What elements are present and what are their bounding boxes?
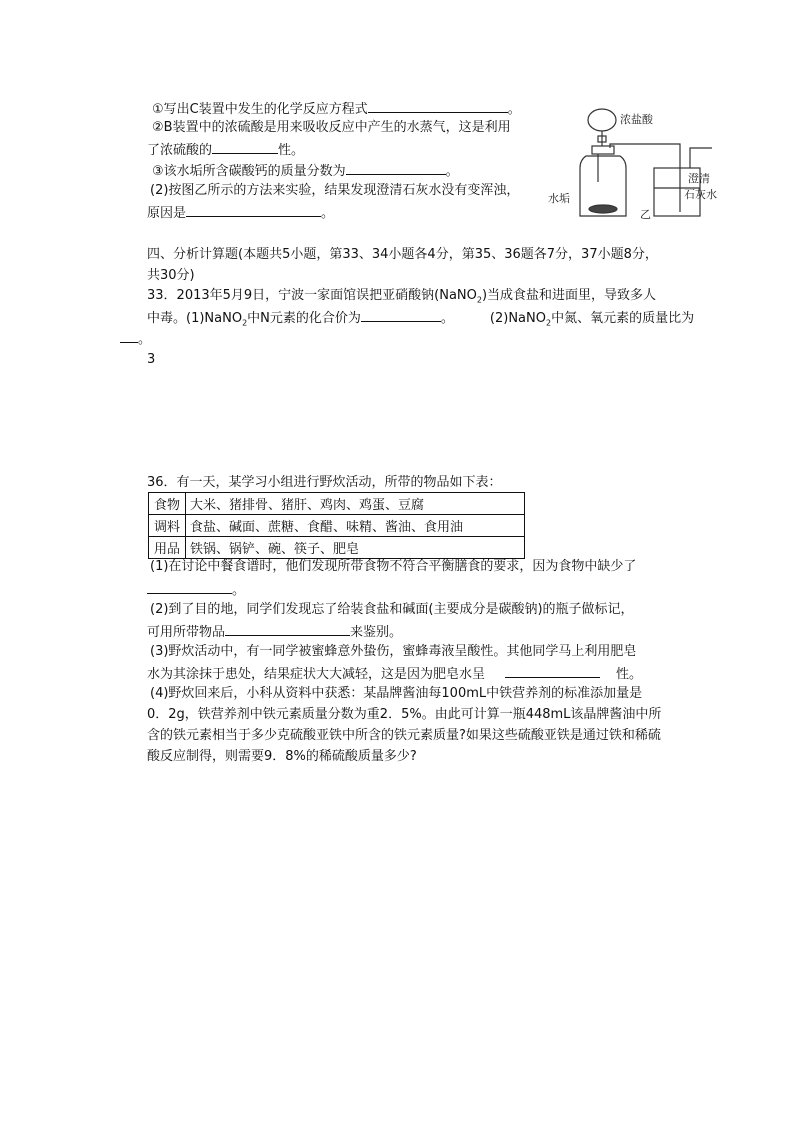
- text: 。: [232, 583, 246, 598]
- text: )当成食盐和进面里，导致多人: [481, 288, 657, 303]
- table-cell-items: 大米、猪排骨、猪肝、鸡肉、鸡蛋、豆腐: [186, 493, 525, 515]
- table-row: [149, 537, 525, 559]
- table-cell-category: 调料: [149, 515, 186, 537]
- items-table: [148, 492, 525, 559]
- subscript: 2: [545, 318, 552, 328]
- subscript: 2: [242, 318, 248, 328]
- q36-part-2-cont: [147, 623, 402, 641]
- section-heading-cont: 共30分): [147, 268, 195, 283]
- text: ③该水垢所含碳酸钙的质量分数为: [152, 164, 346, 179]
- answer-blank[interactable]: [346, 162, 446, 175]
- label-acid: 浓盐酸: [620, 113, 653, 126]
- answer-blank[interactable]: [368, 100, 508, 113]
- table-cell-category: 用品: [149, 537, 186, 559]
- text: 原因是: [147, 206, 187, 221]
- sub-question-1: [152, 100, 521, 118]
- answer-blank[interactable]: [186, 204, 321, 217]
- answer-blank[interactable]: [361, 309, 441, 322]
- q36-part-1: (1)在讨论中餐食谱时，他们发现所带食物不符合平衡膳食的要求，因为食物中缺少了: [150, 559, 637, 574]
- figure-caption: 乙: [640, 208, 651, 220]
- stopper: [592, 146, 614, 154]
- q36-part-4-line-4: 酸反应制得，则需要9．8%的稀硫酸质量多少?: [147, 749, 417, 764]
- sub-question-3: [152, 162, 459, 180]
- q36-part-4-line-3: 含的铁元素相当于多少克硫酸亚铁中所含的铁元素质量?如果这些硫酸亚铁是通过铁和稀硫: [147, 728, 661, 743]
- stray-number: 3: [147, 352, 156, 367]
- table-row: [149, 493, 525, 515]
- text: 。: [321, 206, 335, 221]
- funnel-bulb: [588, 109, 616, 131]
- outlet-tube: [690, 148, 712, 168]
- text: 中N元素的化合价为: [247, 311, 361, 326]
- table-cell-items: 食盐、碱面、蔗糖、食醋、味精、酱油、食用油: [186, 515, 525, 537]
- text: ①写出C装置中发生的化学反应方程式: [152, 102, 368, 117]
- q36-part-4: (4)野炊回来后，小科从资料中获悉：某晶牌酱油每100mL中铁营养剂的标准添加量是: [150, 686, 643, 701]
- section-heading: 四、分析计算题(本题共5小题，第33、34小题各4分，第35、36题各7分，37小题8分，: [147, 247, 658, 262]
- text: 来鉴别。: [350, 625, 403, 640]
- label-limewater-1: 澄清: [688, 172, 710, 185]
- text: 33．2013年5月9日，宁波一家面馆误把亚硝酸钠(NaNO: [147, 288, 477, 303]
- q33-line-1: [147, 288, 656, 309]
- q36-part-2: (2)到了目的地，同学们发现忘了给装食盐和碱面(主要成分是碳酸钠)的瓶子做标记，: [150, 602, 634, 617]
- label-scale: 水垢: [548, 192, 570, 205]
- subscript: 2: [476, 295, 482, 305]
- text: 性。: [616, 667, 643, 682]
- table-cell-category: 食物: [149, 493, 186, 515]
- q36-part-3-cont: [147, 665, 642, 683]
- text: 中氮、氧元素的质量比为: [551, 311, 695, 326]
- answer-blank[interactable]: [225, 623, 350, 636]
- text: 。: [507, 102, 521, 117]
- question-2: (2)按图乙所示的方法来实验，结果发现澄清石灰水没有变浑浊，: [150, 183, 520, 198]
- answer-blank[interactable]: [120, 330, 138, 343]
- question-2-cont: [147, 204, 334, 222]
- q36-part-1-cont: [147, 581, 245, 599]
- text: 。: [445, 164, 459, 179]
- q33-line-3: [120, 330, 151, 348]
- label-limewater-2: 石灰水: [684, 188, 717, 201]
- table-cell-items: 铁锅、锅铲、碗、筷子、肥皂: [186, 537, 525, 559]
- text: 。: [138, 332, 152, 347]
- text: (2)NaNO: [489, 311, 546, 326]
- answer-blank[interactable]: [212, 141, 278, 154]
- apparatus-diagram: [540, 98, 725, 220]
- table-row: [149, 515, 525, 537]
- sub-question-2-cont: [147, 141, 304, 159]
- scale-deposit: [589, 205, 617, 213]
- q33-line-2: [147, 309, 694, 332]
- text: 水为其涂抹于患处，结果症状大大减轻，这是因为肥皂水呈: [147, 667, 486, 682]
- text: 可用所带物品: [147, 625, 226, 640]
- text: 了浓硫酸的: [147, 143, 213, 158]
- text: 。: [440, 311, 454, 326]
- text: 性。: [278, 143, 305, 158]
- text: 中毒。(1)NaNO: [147, 311, 243, 326]
- answer-blank[interactable]: [147, 581, 232, 594]
- q36-part-4-line-2: 0．2g，铁营养剂中铁元素质量分数为重2．5%。由此可计算一瓶448mL该晶牌酱油中所: [147, 707, 662, 722]
- sub-question-2: ②B装置中的浓硫酸是用来吸收反应中产生的水蒸气，这是利用: [152, 120, 511, 135]
- q36-intro: 36．有一天，某学习小组进行野炊活动，所带的物品如下表：: [147, 475, 502, 490]
- q36-part-3: (3)野炊活动中，有一同学被蜜蜂意外蛰伤，蜜蜂毒液呈酸性。其他同学马上利用肥皂: [150, 644, 637, 659]
- answer-blank[interactable]: [505, 665, 600, 678]
